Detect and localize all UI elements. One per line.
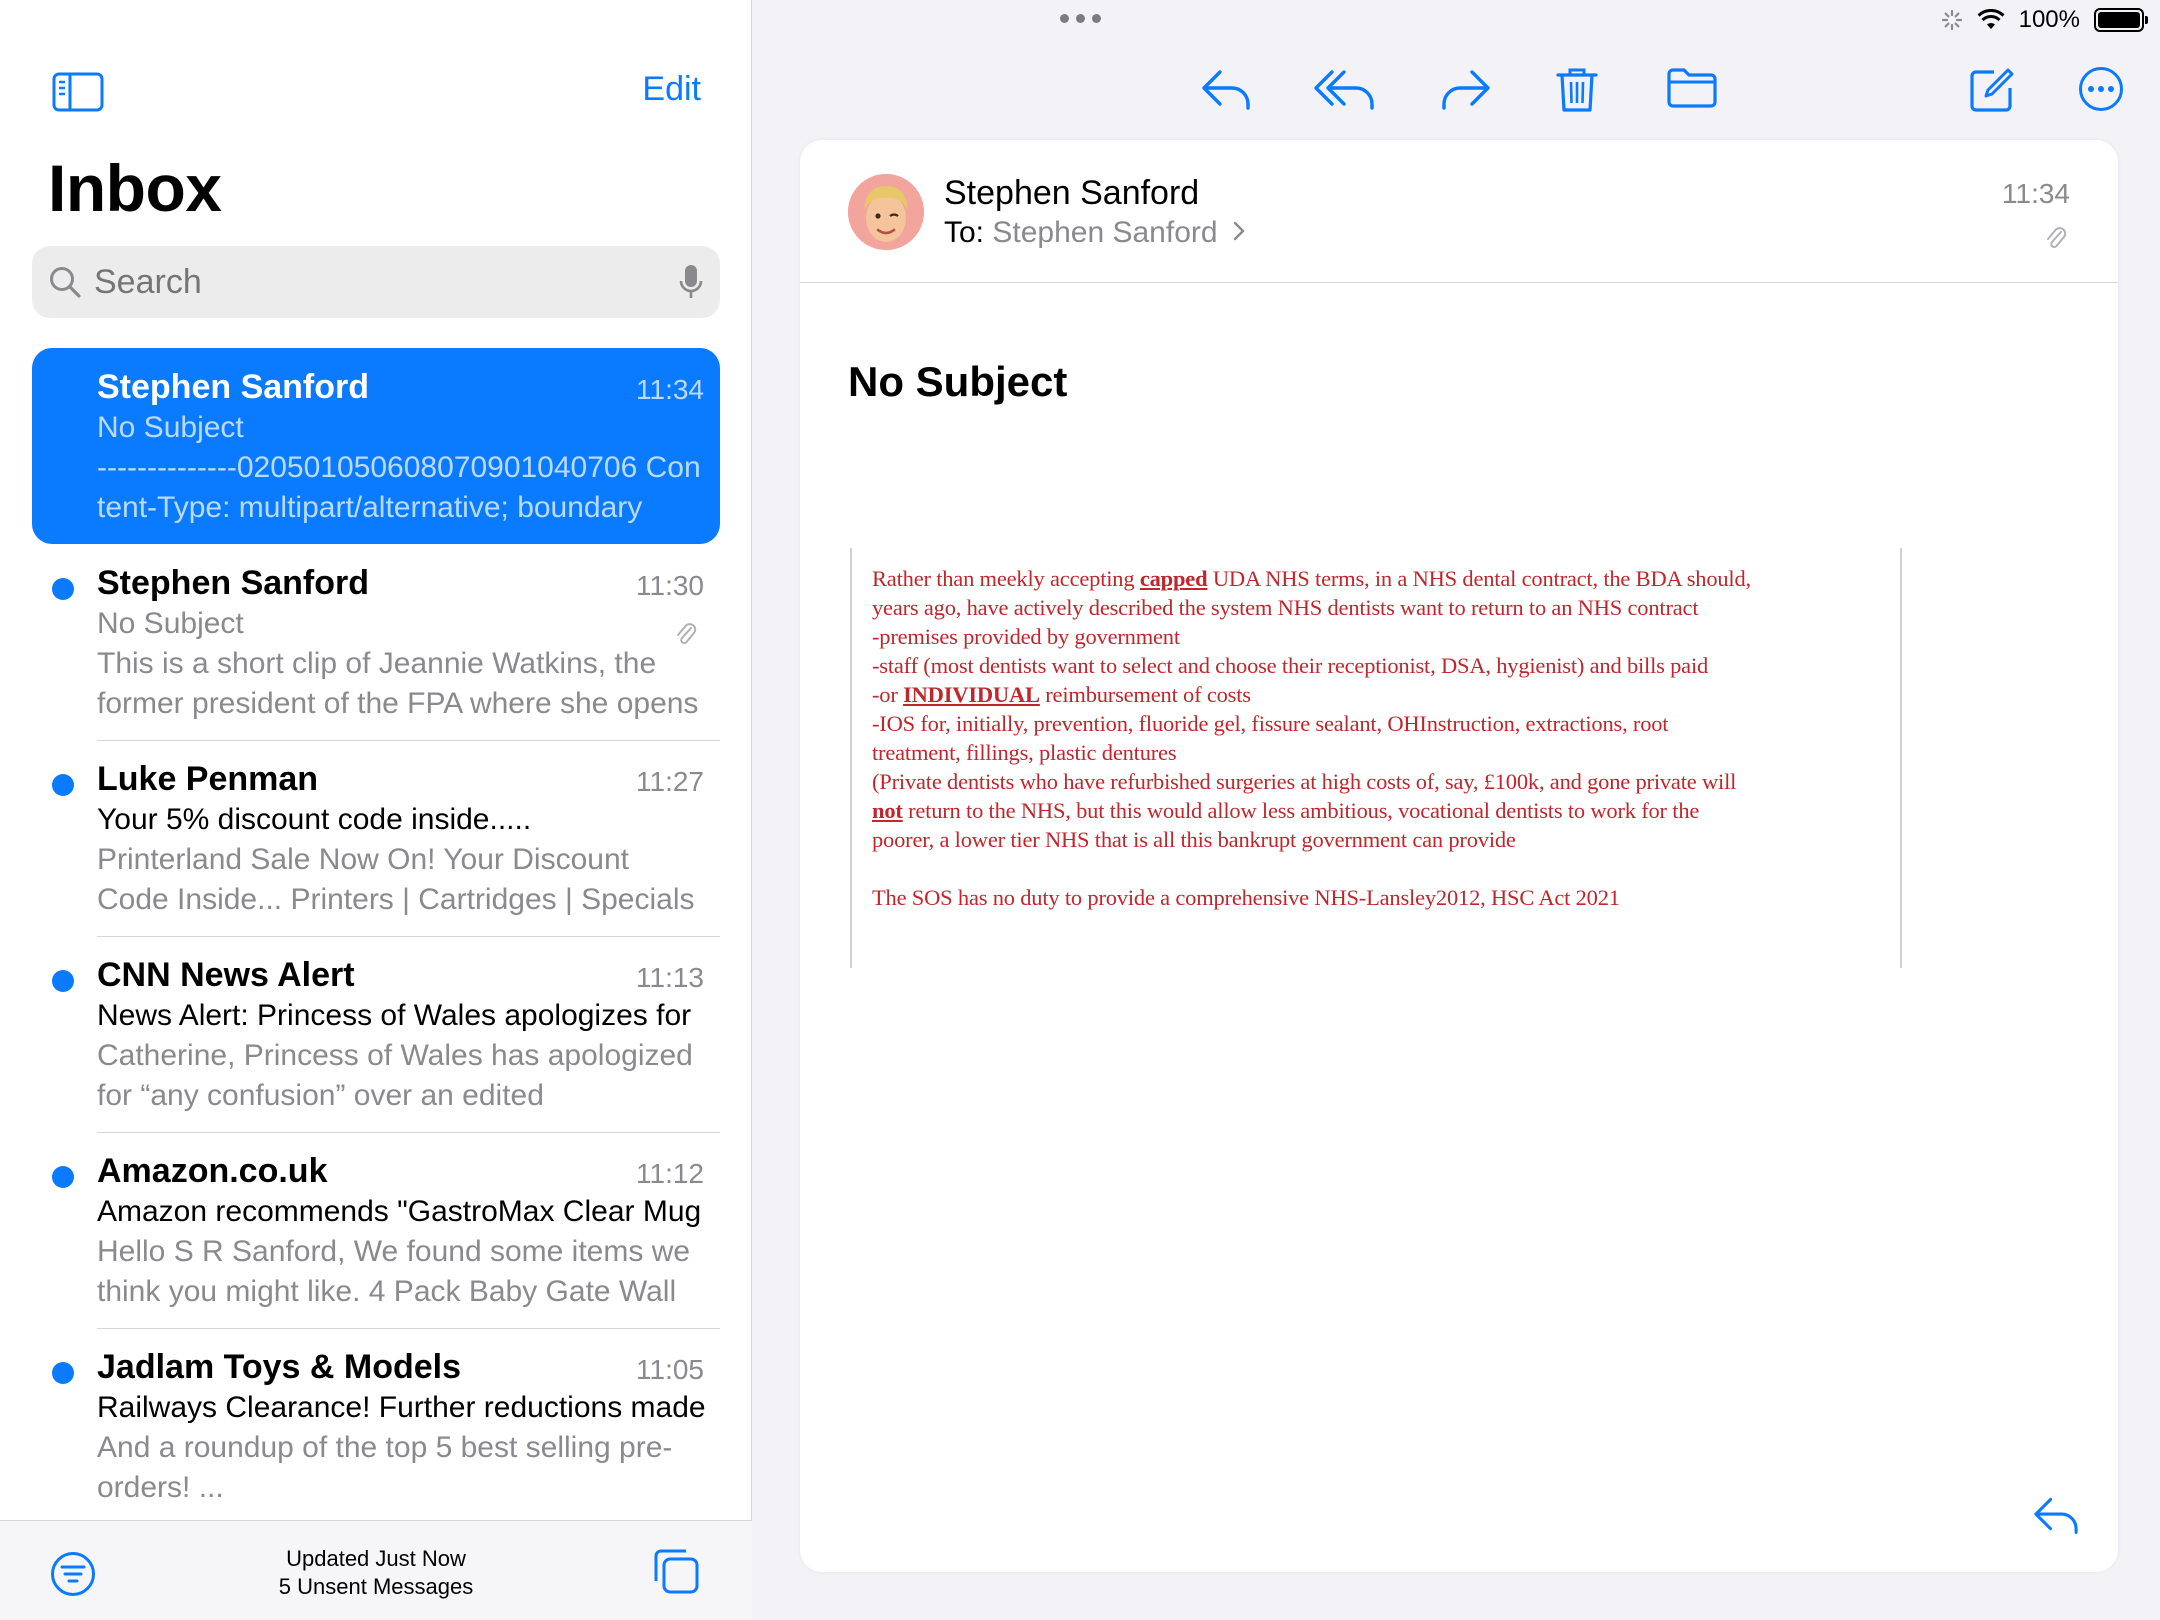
- message-sender: Stephen Sanford: [97, 564, 370, 602]
- to-label: To:: [944, 216, 985, 249]
- body-line: (Private dentists who have refurbished surgeries at high costs of, say, £100k, and gone private will: [872, 769, 1737, 794]
- body-line: -or INDIVIDUAL reimbursement of costs: [872, 682, 1251, 707]
- recipient-name[interactable]: Stephen Sanford: [992, 216, 1218, 249]
- multitasking-dots-icon[interactable]: [1060, 14, 1101, 23]
- message-timestamp: 11:34: [2002, 178, 2070, 209]
- memoji-avatar-icon: [848, 174, 924, 250]
- message-subject: Railways Clearance! Further reductions made: [97, 1391, 706, 1424]
- unsent-status-line: 5 Unsent Messages: [278, 1574, 474, 1599]
- message-sender: Stephen Sanford: [97, 368, 370, 406]
- emphasis-not: not: [872, 798, 903, 823]
- body-line: -IOS for, initially, prevention, fluoride gel, fissure sealant, OHInstruction, extractions, root: [872, 711, 1669, 736]
- message-list-item[interactable]: [32, 740, 720, 936]
- message-time: 11:12: [636, 1158, 704, 1189]
- message-subject: Your 5% discount code inside.....: [97, 803, 532, 836]
- message-sender: CNN News Alert: [97, 956, 355, 994]
- message-time: 11:27: [636, 766, 704, 797]
- unread-indicator: [52, 774, 74, 796]
- emphasis-individual: INDIVIDUAL: [903, 682, 1040, 707]
- mailbox-bottom-bar: [0, 1520, 752, 1620]
- message-subject: News Alert: Princess of Wales apologizes for: [97, 999, 692, 1032]
- body-line: -premises provided by government: [872, 624, 1180, 649]
- message-time: 11:34: [636, 374, 704, 405]
- message-recipients[interactable]: [944, 216, 1246, 250]
- stack-icon[interactable]: [652, 1547, 700, 1595]
- sync-status: [0, 1545, 752, 1601]
- unread-indicator: [52, 578, 74, 600]
- body-line: -staff (most dentists want to select and choose their receptionist, DSA, hygienist) and bills paid: [872, 653, 1709, 678]
- body-line: years ago, have actively described the system NHS dentists want to return to an NHS contract: [872, 595, 1699, 620]
- edit-button[interactable]: Edit: [642, 70, 701, 108]
- message-preview: And a roundup of the top 5 best selling pre-orders! ...: [97, 1431, 673, 1504]
- mailbox-sidebar: [0, 0, 752, 1620]
- sidebar-toggle-icon[interactable]: [52, 72, 104, 112]
- message-list-item[interactable]: [32, 348, 720, 544]
- trash-icon[interactable]: [1556, 66, 1598, 114]
- message-body-image: [850, 548, 1902, 968]
- more-icon[interactable]: [2078, 66, 2124, 112]
- reply-all-icon[interactable]: [1314, 66, 1376, 112]
- body-line: poorer, a lower tier NHS that is all this bankrupt government can provide: [872, 827, 1516, 852]
- message-subject: Amazon recommends "GastroMax Clear Mug: [97, 1195, 702, 1228]
- forward-icon[interactable]: [1440, 66, 1492, 112]
- emphasis-capped: capped: [1139, 566, 1208, 591]
- page-title: Inbox: [48, 151, 222, 225]
- battery-icon: [2094, 8, 2144, 32]
- battery-percent: 100%: [2018, 6, 2080, 33]
- body-line: not return to the NHS, but this would allow less ambitious, vocational dentists to work for the: [872, 798, 1700, 823]
- message-sender: Amazon.co.uk: [97, 1152, 328, 1190]
- compose-icon[interactable]: [1968, 66, 2016, 114]
- message-time: 11:13: [636, 962, 704, 993]
- message-preview: Catherine, Princess of Wales has apologized for “any confusion” over an edited: [97, 1039, 693, 1112]
- search-input[interactable]: [94, 263, 678, 302]
- paperclip-icon: [674, 620, 698, 648]
- body-line: Rather than meekly accepting capped UDA NHS terms, in a NHS dental contract, the BDA should,: [872, 566, 1751, 591]
- chevron-right-icon: [1232, 220, 1246, 242]
- header-divider: [800, 282, 2118, 283]
- message-sender: Jadlam Toys & Models: [97, 1348, 462, 1386]
- message-time: 11:05: [636, 1354, 704, 1385]
- status-bar-right: [1941, 6, 2144, 34]
- activity-spinner-icon: [1941, 9, 1963, 31]
- message-preview: Printerland Sale Now On! Your Discount Code Inside... Printers | Cartridges | Specials: [97, 843, 695, 916]
- message-list-item[interactable]: [32, 1328, 720, 1524]
- body-line: treatment, fillings, plastic dentures: [872, 740, 1177, 765]
- message-list: [32, 348, 720, 1524]
- message-preview: --------------020501050608070901040706 Content-Type: multipart/alternative; boundary: [97, 451, 701, 524]
- message-sender: Luke Penman: [97, 760, 319, 798]
- unread-indicator: [52, 1362, 74, 1384]
- unread-indicator: [52, 1166, 74, 1188]
- microphone-icon[interactable]: [678, 263, 704, 301]
- message-preview: This is a short clip of Jeannie Watkins, the former president of the FPA where she opens: [97, 647, 699, 720]
- message-subject: No Subject: [97, 411, 244, 444]
- message-subject: No Subject: [97, 607, 244, 640]
- search-bar[interactable]: [32, 246, 720, 318]
- unread-indicator: [52, 970, 74, 992]
- message-preview: Hello S R Sanford, We found some items we think you might like. 4 Pack Baby Gate Wall: [97, 1235, 691, 1308]
- message-list-item[interactable]: [32, 544, 720, 740]
- body-line: The SOS has no duty to provide a comprehensive NHS-Lansley2012, HSC Act 2021: [872, 885, 1620, 910]
- message-sender-name[interactable]: Stephen Sanford: [944, 174, 1200, 212]
- folder-icon[interactable]: [1666, 66, 1718, 110]
- message-detail: [800, 140, 2118, 1572]
- message-list-item[interactable]: [32, 1132, 720, 1328]
- wifi-icon: [1977, 9, 2005, 31]
- sync-status-line: Updated Just Now: [286, 1546, 466, 1571]
- reply-icon[interactable]: [1200, 66, 1252, 112]
- paperclip-icon: [2044, 224, 2068, 252]
- message-subject-heading: No Subject: [848, 358, 1068, 405]
- search-icon: [48, 265, 82, 299]
- reply-icon[interactable]: [2032, 1494, 2080, 1536]
- message-list-item[interactable]: [32, 936, 720, 1132]
- message-time: 11:30: [636, 570, 704, 601]
- avatar[interactable]: [848, 174, 924, 250]
